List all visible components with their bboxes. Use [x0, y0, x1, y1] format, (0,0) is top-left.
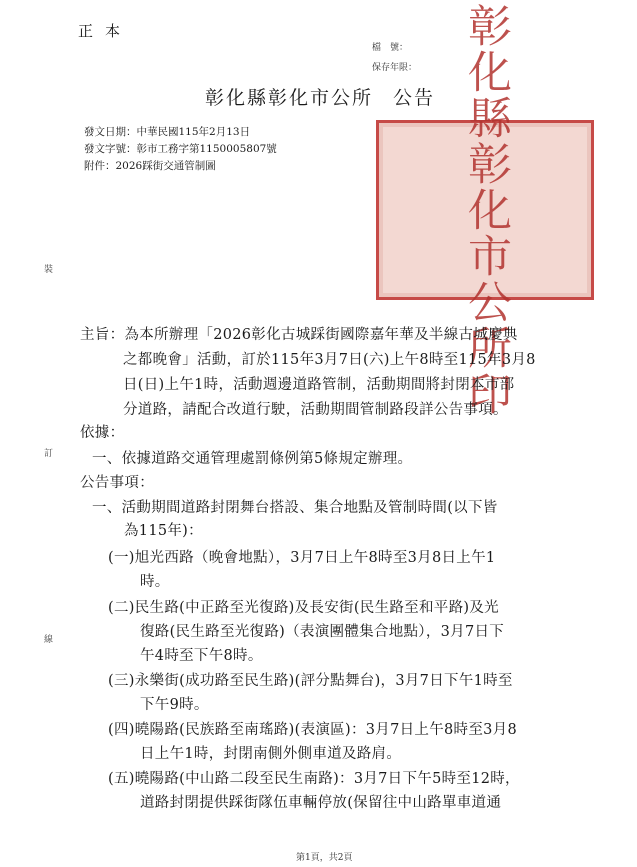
issuing-org: 彰化縣彰化市公所 [205, 87, 374, 109]
sub-item-line: (二)民生路(中正路至光復路)及長安街(民生路至和平路)及光 [108, 600, 499, 616]
basis-heading: 依據： [80, 425, 125, 441]
margin-mark-ding: 訂 [44, 449, 54, 459]
subject-line: 之都晚會」活動，訂於115年3月7日(六)上午8時至115年3月8 [123, 352, 536, 368]
copy-mark: 正本 [78, 22, 133, 40]
sub-item-line: 道路封閉提供踩街隊伍車輛停放(保留往中山路單車道通 [140, 795, 502, 811]
basis-item: 一、依據道路交通管理處罰條例第5條規定辦理。 [92, 451, 413, 467]
sub-item-line: (五)曉陽路(中山路二段至民生南路)：3月7日下午5時至12時， [108, 771, 520, 787]
issue-number: 發文字號：彰市工務字第1150005807號 [84, 143, 277, 155]
sub-item-line: (三)永樂街(成功路至民生路)(評分點舞台)，3月7日下午1時至 [108, 673, 513, 689]
sub-item-line: 復路(民生路至光復路)（表演團體集合地點），3月7日下 [140, 624, 505, 640]
document-type: 公告 [393, 87, 436, 109]
notice-item-line: 一、活動期間道路封閉舞台搭設、集合地點及管制時間(以下皆 [92, 500, 498, 516]
notice-heading: 公告事項： [80, 475, 154, 491]
attachment: 附件：2026踩街交通管制圖 [84, 160, 216, 172]
page-footer: 第1頁，共2頁 [296, 853, 353, 863]
sub-item-line: 下午9時。 [140, 697, 209, 713]
subject-line: 主旨：為本所辦理「2026彰化古城踩街國際嘉年華及半線古城慶典 [80, 327, 518, 343]
document-title [205, 83, 435, 110]
seal-text: 彰化縣彰化市公所印 [460, 3, 511, 417]
retention-label: 保存年限： [372, 63, 418, 73]
margin-mark-xian: 線 [44, 635, 54, 645]
sub-item-line: (一)旭光西路（晚會地點），3月7日上午8時至3月8日上午1 [108, 550, 496, 566]
file-number-label: 檔 號： [372, 43, 409, 53]
subject-line: 日(日)上午1時，活動週邊道路管制，活動期間將封閉本市部 [123, 377, 515, 393]
sub-item-line: 午4時至下午8時。 [140, 648, 263, 664]
subject-line: 分道路，請配合改道行駛，活動期間管制路段詳公告事項。 [123, 402, 508, 418]
notice-item-line: 為115年)： [124, 523, 203, 539]
issue-date: 發文日期：中華民國115年2月13日 [84, 126, 251, 138]
margin-mark-zhuang: 裝 [44, 265, 54, 275]
sub-item-line: 日上午1時，封閉南側外側車道及路肩。 [140, 746, 402, 762]
sub-item-line: 時。 [140, 574, 170, 590]
sub-item-line: (四)曉陽路(民族路至南瑤路)(表演區)：3月7日上午8時至3月8 [108, 722, 517, 738]
